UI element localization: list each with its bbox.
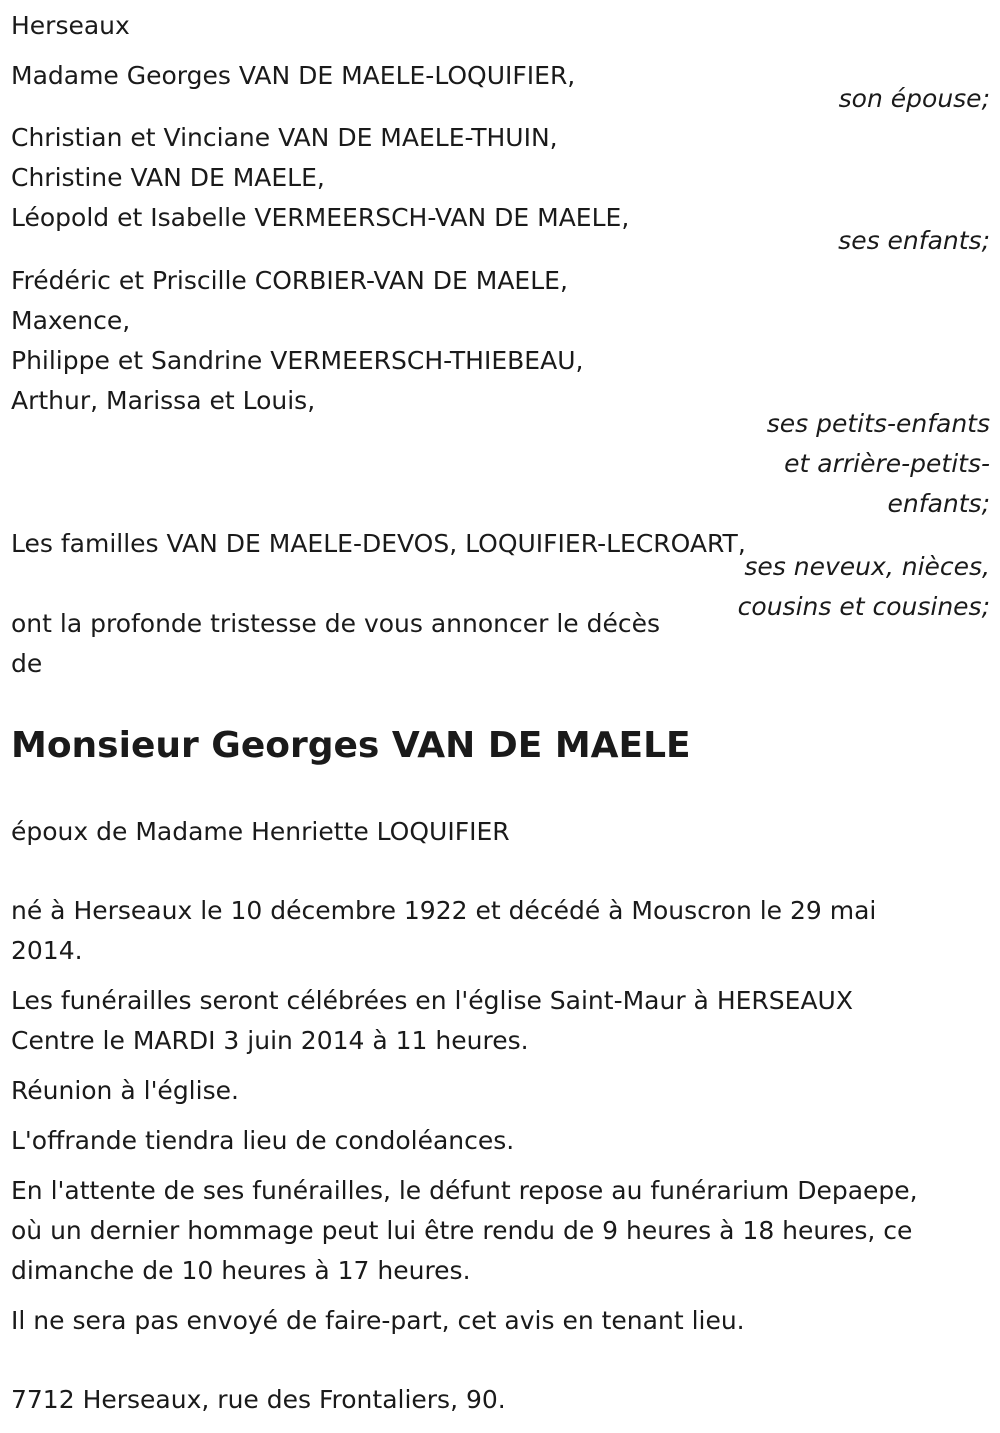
- header-place: Herseaux: [11, 11, 130, 40]
- funeral-line: Centre le MARDI 3 juin 2014 à 11 heures.: [11, 1026, 529, 1055]
- address: 7712 Herseaux, rue des Frontaliers, 90.: [11, 1385, 506, 1414]
- spouse-relation: son épouse;: [838, 84, 990, 113]
- announcement-line: de: [11, 649, 43, 678]
- grandchild-name: Maxence,: [11, 306, 131, 335]
- funeral-line: Les funérailles seront célébrées en l'église Saint-Maur à HERSEAUX: [11, 986, 853, 1015]
- grandchildren-relation-line: ses petits-enfants: [766, 409, 990, 438]
- grandchild-name: Frédéric et Priscille CORBIER-VAN DE MAELE,: [11, 266, 568, 295]
- child-name: Christine VAN DE MAELE,: [11, 163, 325, 192]
- grandchild-name: Philippe et Sandrine VERMEERSCH-THIEBEAU,: [11, 346, 584, 375]
- grandchildren-relation-line: et arrière-petits-: [784, 449, 990, 478]
- deceased-spouse-line: époux de Madame Henriette LOQUIFIER: [11, 817, 510, 846]
- birth-death-line: 2014.: [11, 936, 83, 965]
- notice-text: Il ne sera pas envoyé de faire-part, cet avis en tenant lieu.: [11, 1306, 745, 1335]
- extended-relation-line: cousins et cousines;: [737, 592, 990, 621]
- meeting-text: Réunion à l'église.: [11, 1076, 239, 1105]
- extended-family-names: Les familles VAN DE MAELE-DEVOS, LOQUIFIER-LECROART,: [11, 529, 746, 558]
- visitation-line: où un dernier hommage peut lui être rendu de 9 heures à 18 heures, ce: [11, 1216, 913, 1245]
- offering-text: L'offrande tiendra lieu de condoléances.: [11, 1126, 515, 1155]
- extended-relation-line: ses neveux, nièces,: [744, 552, 990, 581]
- child-name: Léopold et Isabelle VERMEERSCH-VAN DE MAELE,: [11, 203, 630, 232]
- visitation-line: En l'attente de ses funérailles, le défunt repose au funérarium Depaepe,: [11, 1176, 918, 1205]
- deceased-name: Monsieur Georges VAN DE MAELE: [11, 725, 691, 766]
- announcement-line: ont la profonde tristesse de vous annoncer le décès: [11, 609, 661, 638]
- child-name: Christian et Vinciane VAN DE MAELE-THUIN,: [11, 123, 558, 152]
- birth-death-line: né à Herseaux le 10 décembre 1922 et décédé à Mouscron le 29 mai: [11, 896, 877, 925]
- grandchild-name: Arthur, Marissa et Louis,: [11, 386, 316, 415]
- visitation-line: dimanche de 10 heures à 17 heures.: [11, 1256, 471, 1285]
- children-relation: ses enfants;: [838, 226, 990, 255]
- spouse-name: Madame Georges VAN DE MAELE-LOQUIFIER,: [11, 61, 576, 90]
- grandchildren-relation-line: enfants;: [887, 489, 990, 518]
